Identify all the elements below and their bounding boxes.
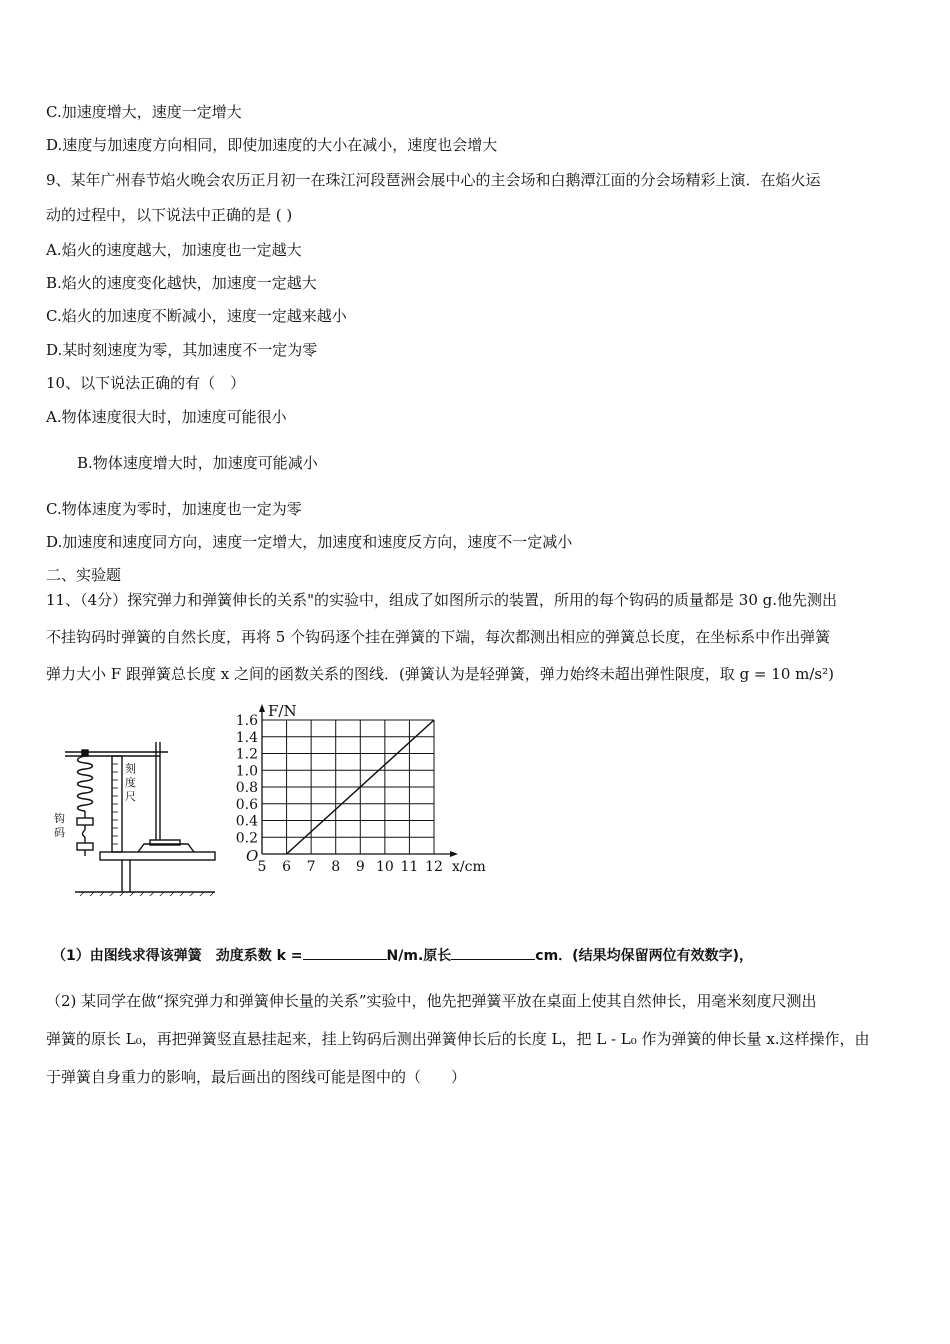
subquestion-1-part-c: cm．(结果均保留两位有效数字)，	[535, 948, 753, 964]
option-8d: D.速度与加速度方向相同，即使加速度的大小在减小，速度也会增大	[46, 136, 498, 154]
y-axis-label: F/N	[268, 702, 297, 720]
option-8c: C.加速度增大，速度一定增大	[46, 103, 242, 121]
x-tick-label: 6	[282, 859, 292, 875]
y-axis-arrow	[259, 704, 265, 712]
force-length-chart	[236, 702, 486, 875]
question-10-stem: 10、以下说法正确的有（ ）	[46, 374, 246, 392]
x-axis-arrow	[450, 851, 458, 857]
option-9d: D.某时刻速度为零，其加速度不一定为零	[46, 341, 318, 359]
x-tick-label: 9	[355, 859, 365, 875]
x-axis-label: x/cm	[452, 859, 486, 875]
x-tick-label: 12	[425, 859, 443, 875]
option-9c: C.焰火的加速度不断减小，速度一定越来越小	[46, 307, 347, 325]
section-heading: 二、实验题	[46, 566, 122, 584]
ruler-label-1: 刻	[125, 762, 136, 775]
option-10a: A.物体速度很大时，加速度可能很小	[46, 408, 287, 426]
option-9a: A.焰火的速度越大，加速度也一定越大	[46, 241, 302, 259]
subquestion-2-line1: （2) 某同学在做“探究弹力和弹簧伸长量的关系”实验中，他先把弹簧平放在桌面上使其自然伸长，用毫米刻度尺测出	[46, 992, 817, 1010]
option-10b: B.物体速度增大时，加速度可能减小	[77, 454, 318, 472]
subquestion-1	[52, 945, 753, 966]
option-10d: D.加速度和速度同方向，速度一定增大，加速度和速度反方向，速度不一定减小	[46, 533, 573, 551]
question-11-line2: 不挂钩码时弹簧的自然长度，再将 5 个钩码逐个挂在弹簧的下端，每次都测出相应的弹簧总长度，在坐标系中作出弹簧	[46, 628, 831, 646]
y-tick-label: 1.0	[235, 763, 258, 780]
y-tick-label: 1.4	[235, 729, 258, 746]
question-9-stem-line1: 9、某年广州春节焰火晚会农历正月初一在珠江河段琶洲会展中心的主会场和白鹅潭江面的分会场精彩上演．在焰火运	[46, 171, 821, 189]
experiment-figure	[54, 700, 500, 900]
subquestion-2-line3: 于弹簧自身重力的影响，最后画出的图线可能是图中的（ ）	[46, 1068, 467, 1086]
question-9-stem-line2: 动的过程中，以下说法中正确的是 ( )	[46, 206, 293, 224]
ruler-label-3: 尺	[125, 790, 136, 803]
spring-apparatus	[65, 742, 215, 896]
question-11-line3: 弹力大小 F 跟弹簧总长度 x 之间的函数关系的图线．(弹簧认为是轻弹簧，弹力始终未超出弹性限度，取 g = 10 m/s²)	[46, 665, 834, 683]
x-tick-label: 10	[375, 859, 394, 875]
subquestion-2-line2: 弹簧的原长 L₀，再把弹簧竖直悬挂起来，挂上钩码后测出弹簧伸长后的长度 L，把 L - L₀ 作为弹簧的伸长量 x.这样操作，由	[46, 1030, 870, 1048]
option-10c: C.物体速度为零时，加速度也一定为零	[46, 500, 302, 518]
subquestion-1-part-b: N/m.原长	[386, 948, 452, 964]
y-tick-label: 1.2	[235, 746, 258, 763]
y-tick-label: 0.6	[235, 796, 258, 813]
x-tick-label: 5	[257, 859, 267, 875]
origin-label: O	[246, 847, 259, 865]
y-tick-label: 0.8	[235, 780, 258, 796]
subquestion-1-part-a: （1）由图线求得该弹簧 劲度系数 k =	[52, 948, 303, 964]
y-tick-label: 0.2	[235, 830, 258, 847]
ruler-label-2: 度	[125, 776, 136, 789]
hook-label-2: 码	[54, 826, 65, 839]
x-tick-label: 11	[400, 859, 419, 875]
question-11-line1: 11、（4分）探究弹力和弹簧伸长的关系"的实验中，组成了如图所示的装置，所用的每个钩码的质量都是 30 g.他先测出	[46, 591, 838, 609]
x-tick-label: 8	[331, 859, 341, 875]
x-tick-label: 7	[306, 859, 316, 875]
answer-blank-length[interactable]	[451, 945, 535, 960]
y-tick-label: 1.6	[235, 713, 258, 729]
option-9b: B.焰火的速度变化越快，加速度一定越大	[46, 274, 317, 292]
y-tick-label: 0.4	[235, 813, 258, 830]
answer-blank-k[interactable]	[303, 945, 387, 960]
hook-label-1: 钩	[54, 812, 65, 825]
